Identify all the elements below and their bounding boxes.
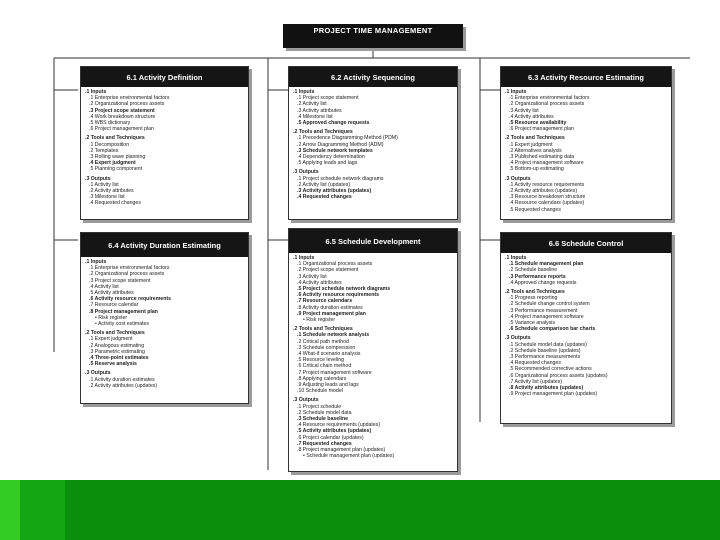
section-title: .2 Tools and Techniques [293,129,353,136]
list-item: .4 Requested changes [89,200,141,207]
section-title: .1 Inputs [505,255,527,261]
list-item: .5 Approved change requests [297,120,370,127]
section-title: .3 Outputs [505,335,531,342]
list-item: .10 Schedule model [297,388,343,395]
list-item: • Activity cost estimates [95,321,149,328]
list-item: .2 Schedule baseline (updates) [509,347,581,354]
list-item: .1 Expert judgment [509,141,553,148]
list-item: .2 Analogous estimating [89,342,145,349]
process-box-activity-resource-estimating [500,66,672,220]
list-item: .2 Arrow Diagramming Method (ADM) [297,141,384,148]
list-item: .1 Schedule network analysis [297,332,370,339]
list-item: .9 Project management plan (updates) [509,391,598,398]
footer-band-fill [65,480,720,540]
list-item: .2 Activity list [297,101,327,108]
section-title: .1 Inputs [85,89,107,95]
footer-band-segment [20,480,65,540]
box-header: 6.6 Schedule Control [501,233,671,253]
list-item: .4 Expert judgment [89,160,136,167]
list-item: .5 Planning component [89,166,143,173]
list-item: .2 Activity attributes [89,188,134,195]
list-item: .2 Activity list (updates) [297,181,351,188]
section-title: .1 Inputs [293,255,315,261]
footer-band-accent [0,480,20,540]
list-item: .3 Activity list [509,107,539,114]
box-header: 6.2 Activity Sequencing [289,67,457,87]
list-item: .9 Adjusting leads and lags [297,382,359,389]
section-title: .3 Outputs [293,397,319,404]
list-item: .7 Project management software [297,369,372,376]
list-item: .3 Schedule compression [297,344,356,351]
list-item: .2 Schedule change control system [509,301,590,308]
list-item: .1 Schedule management plan [509,261,584,268]
box-body [501,253,671,399]
list-item: .3 Performance measurement [509,307,578,314]
list-item: .7 Activity list (updates) [509,378,563,385]
list-item: .1 Activity list [89,181,119,188]
list-item: .5 Recommended corrective actions [509,366,592,373]
list-item: .1 Schedule model data (updates) [509,341,587,348]
list-item: .5 Variance analysis [509,320,556,327]
footer-band [0,480,720,540]
box-header: 6.1 Activity Definition [81,67,248,87]
list-item: .4 Requested changes [509,360,561,367]
section-title: .2 Tools and Techniques [85,135,145,142]
list-item: .5 Project schedule network diagrams [297,286,391,293]
list-item: .7 Resource calendars [297,298,353,305]
section-title: .1 Inputs [293,89,315,95]
section-title: .1 Inputs [85,259,107,265]
list-item: .3 Rolling wave planning [89,154,146,161]
list-item: .3 Resource breakdown structure [509,194,586,201]
list-item: • Schedule management plan (updates) [303,453,395,460]
list-item: .1 Activity duration estimates [89,376,155,383]
list-item: .1 Organizational process assets [297,261,373,268]
box-body [289,87,457,202]
list-item: .4 Activity attributes [297,279,342,286]
list-item: .4 Three-point estimates [89,355,149,362]
list-item: .9 Project management plan [297,310,366,317]
list-item: .1 Decomposition [89,141,130,148]
list-item: .1 Project schedule network diagrams [297,175,384,182]
section-title: .2 Tools and Techniques [505,135,565,142]
list-item: .4 Activity list [89,283,119,290]
list-item: .6 Activity resource requirements [297,292,379,299]
list-item: .3 Performance measurements [509,354,581,361]
box-body [81,87,248,209]
list-item: .2 Templates [89,147,119,154]
list-item: .5 Requested changes [509,206,561,213]
section-title: .1 Inputs [505,89,527,95]
list-item: .8 Activity attributes (updates) [509,385,584,392]
list-item: .4 Dependency determination [297,154,365,161]
page-title: PROJECT TIME MANAGEMENT [283,24,463,48]
list-item: .3 Activity attributes [297,107,342,114]
process-box-activity-duration-estimating [80,232,249,404]
list-item: .6 Activity resource requirements [89,296,171,303]
section-title: .2 Tools and Techniques [85,330,145,337]
process-box-schedule-control [500,232,672,424]
list-item: .4 Resource requirements (updates) [297,422,381,429]
section-title: .3 Outputs [505,175,531,182]
section-title: .2 Tools and Techniques [293,326,353,333]
list-item: .8 Project management plan [89,308,158,315]
list-item: .4 What-if scenario analysis [297,351,361,358]
list-item: .8 Applying calendars [297,375,347,382]
list-item: .1 Project scope statement [297,95,359,102]
list-item: .3 Schedule baseline [297,416,349,423]
list-item: .6 Project management plan [509,126,574,133]
list-item: .4 Work breakdown structure [89,113,156,120]
list-item: .8 Activity duration estimates [297,304,363,311]
list-item: .3 Milestone list [89,194,125,201]
list-item: .2 Schedule model data [297,409,352,416]
list-item: .5 WBS dictionary [89,120,131,127]
list-item: .4 Requested changes [297,194,352,201]
list-item: .7 Resource calendar [89,302,139,309]
list-item: .6 Critical chain method [297,363,352,370]
list-item: • Risk register [95,314,128,321]
box-body [501,87,671,215]
list-item: .6 Project management plan [89,126,154,133]
list-item: .2 Organizational process assets [89,101,165,108]
list-item: .2 Project scope statement [297,267,359,274]
list-item: .2 Schedule baseline [509,267,558,274]
box-body [81,257,248,391]
list-item: .1 Enterprise environmental factors [89,95,170,102]
list-item: .4 Resource calendars (updates) [509,200,585,207]
list-item: .5 Reserve analysis [89,361,137,368]
list-item: .6 Schedule comparison bar charts [509,326,596,333]
list-item: .6 Organizational process assets (updates) [509,372,608,379]
list-item: .3 Activity list [297,273,327,280]
box-header: 6.4 Activity Duration Estimating [81,233,248,257]
list-item: .3 Performance reports [509,273,566,280]
list-item: .1 Activity resource requirements [509,181,585,188]
list-item: .1 Expert judgment [89,336,133,343]
list-item: .3 Project scope statement [89,277,151,284]
list-item: .1 Project schedule [297,403,342,410]
list-item: .1 Progress reporting [509,295,558,302]
list-item: .3 Parametric estimating [89,348,145,355]
list-item: .2 Alternatives analysis [509,147,562,154]
list-item: .5 Activity attributes (updates) [297,428,372,435]
list-item: .1 Enterprise environmental factors [89,265,170,272]
list-item: .4 Milestone list [297,113,333,120]
list-item: .5 Applying leads and lags [297,160,358,167]
box-header: 6.5 Schedule Development [289,229,457,253]
list-item: .1 Enterprise environmental factors [509,95,590,102]
list-item: .3 Project scope statement [89,107,155,114]
process-box-activity-definition [80,66,249,220]
list-item: .5 Resource availability [509,120,567,127]
list-item: • Risk register [303,317,336,324]
section-title: .3 Outputs [85,370,111,377]
box-body [289,253,457,462]
list-item: .4 Approved change requests [509,279,577,286]
list-item: .2 Organizational process assets [509,101,585,108]
list-item: .4 Project management software [509,313,584,320]
list-item: .5 Resource leveling [297,357,345,364]
section-title: .2 Tools and Techniques [505,289,565,296]
process-box-schedule-development [288,228,458,472]
list-item: .2 Activity attributes (updates) [89,382,158,389]
list-item: .2 Organizational process assets [89,271,165,278]
box-header: 6.3 Activity Resource Estimating [501,67,671,87]
list-item: .7 Requested changes [297,440,352,447]
list-item: .5 Bottom-up estimating [509,166,564,173]
section-title: .3 Outputs [85,175,111,182]
section-title: .3 Outputs [293,169,319,176]
list-item: .3 Schedule network templates [297,147,373,154]
process-box-activity-sequencing [288,66,458,220]
list-item: .2 Activity attributes (updates) [509,188,578,195]
list-item: .5 Activity attributes [89,290,134,297]
list-item: .4 Activity attributes [509,113,554,120]
list-item: .8 Project management plan (updates) [297,447,386,454]
list-item: .6 Project calendar (updates) [297,434,364,441]
list-item: .3 Published estimating data [509,154,575,161]
list-item: .2 Critical path method [297,338,349,345]
list-item: .4 Project management software [509,160,584,167]
list-item: .1 Precedence Diagramming Method (PDM) [297,135,398,142]
list-item: .3 Activity attributes (updates) [297,188,372,195]
